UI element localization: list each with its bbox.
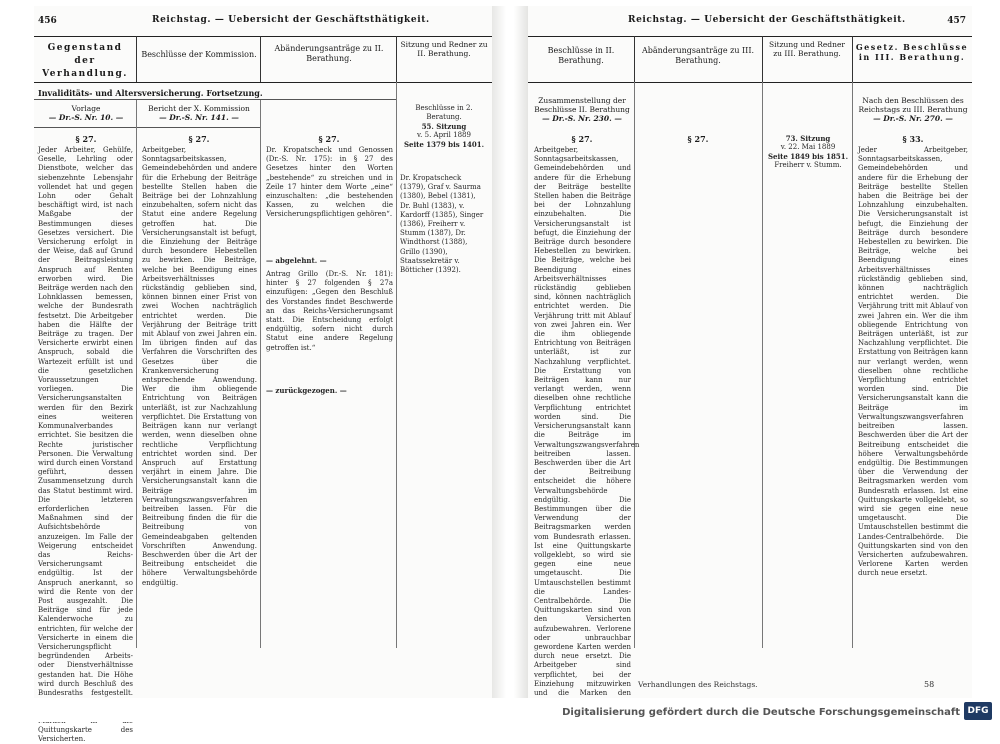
zusammenstellung-head — [532, 96, 632, 123]
sitzung-iii-number: 73. Sitzung — [785, 134, 831, 143]
bericht-head — [140, 104, 258, 122]
left-page — [34, 6, 492, 743]
antraege-paragraph-mark: § 27. — [318, 134, 340, 144]
right-column-divider-1 — [634, 82, 635, 648]
signature-mark: 58 — [924, 680, 935, 689]
gesetz-paragraph-mark: § 33. — [902, 134, 924, 144]
header-gegenstand: Gegenstand der Verhandlung. — [42, 43, 128, 79]
right-page — [528, 6, 972, 698]
right-running-head: Reichstag. — Uebersicht der Geschäftsthätigkeit. — [628, 15, 906, 25]
gesetz-drucksache: — Dr.-S. Nr. 270. — — [873, 114, 953, 123]
right-header-beschluesse: Beschlüsse in II. Berathung. — [547, 46, 615, 65]
sitzung-head: Beschlüsse in 2. Beratung. — [415, 104, 473, 121]
bericht-drucksache: — Dr.-S. Nr. 141. — — [159, 113, 239, 122]
column-divider-2 — [260, 100, 261, 648]
bericht-label: Bericht der X. Kommission — [148, 104, 250, 113]
vorlage-head — [38, 104, 134, 122]
sitzung-iii-redner: Freiherr v. Stumm. — [774, 161, 842, 169]
section-rule — [34, 99, 396, 100]
header-divider-1 — [136, 36, 137, 82]
sitzung-number: 55. Sitzung — [421, 122, 467, 131]
column-divider-1 — [136, 100, 137, 648]
sitzung-iii-date: v. 22. Mai 1889 — [780, 143, 836, 151]
right-header-divider-3 — [852, 36, 853, 82]
subhead-rule — [34, 127, 260, 128]
dfg-credit: Digitalisierung gefördert durch die Deutsche Forschungsgemeinschaft — [562, 707, 960, 718]
vorlage-text: Jeder Arbeiter, Gehülfe, Geselle, Lehrling oder Dienstbote, welcher das siebenzehnte Lebensjahr vollendet hat und gegen Lohn oder Gehalt beschäftigt wird, ist nach Maßgabe der Bestimmungen dieses Gesetzes versichert. Die Versicherung erfolgt in der Weise, daß auf Grund der Beitragsleistung Anspruch auf Renten erworben wird. Die Beiträge werden nach den Lohnklassen bemessen, welche der Bundesrath festsetzt. Die Arbeitgeber haben die Hälfte der Beiträge zu tragen. Der Versicherte erwirbt einen Anspruch, sobald die Wartezeit erfüllt ist und die gesetzlichen Voraussetzungen vorliegen. Die Versicherungsanstalten werden für den Bezirk eines weiteren Kommunalverbandes errichtet. Sie besitzen die Rechte juristischer Personen. Die Verwaltung wird durch einen Vorstand geführt, dessen Zusammensetzung durch das Statut bestimmt wird. Die letzteren erforderlichen Maßnahmen sind der Aufsichtsbehörde anzuzeigen. Im Falle der Weigerung entscheidet das Reichs-Versicherungsamt endgültig. Ist der Anspruch anerkannt, so wird die Rente von der Post ausgezahlt. Die Beiträge sind für jede Kalenderwoche zu entrichten, für welche der Versicherte in einem die Versicherungspflicht begründenden Arbeits- oder Dienstverhältnisse gestanden hat. Die Höhe wird durch Beschluß des Bundesraths festgestellt. Quittungskarte des Versicherten. — [38, 146, 133, 743]
right-header-rule-bottom — [528, 82, 972, 83]
sitzung-date: v. 5. April 1889 — [417, 131, 471, 139]
book-gutter — [492, 6, 528, 698]
right-header-antraege: Abänderungsanträge zu III. Berathung. — [641, 46, 755, 65]
gesetz-head — [856, 96, 970, 123]
header-rule-top — [34, 36, 492, 37]
zusammenstellung-text: Arbeitgeber, Sonntagsarbeitskassen, Gemeindebehörden und andere für die Erhebung der Beiträge bestellte Stellen haben die Beiträge bei der Lohnzahlung einzubehalten. Die Versicherungsanstalt ist befugt, die Einziehung der Beiträge durch besondere Hebestellen zu bewirken. Die Beiträge, welche bei Beendigung eines Arbeitsverhältnisses rückständig geblieben sind, können nachträglich entrichtet werden. Die Verjährung tritt mit Ablauf von zwei Jahren ein. Wer die ihm obliegende Entrichtung von Beiträgen unterläßt, ist zur Nachzahlung verpflichtet. Die Erstattung von Beiträgen kann nur verlangt werden, wenn dieselben ohne rechtliche Verpflichtung entrichtet worden sind. Die Versicherungsanstalt kann die Beiträge im Verwaltungszwangsverfahren beitreiben lassen. Beschwerden über die Art der Beitreibung entscheidet die höhere Verwaltungsbehörde endgültig. Die Bestimmungen über die Verwendung der Beitragsmarken werden vom Bundesrath erlassen. Ist eine Quittungskarte vollgeklebt, so wird sie gegen eine neue umgetauscht. Die Umtauschstellen bestimmt die Landes-Centralbehörde. Die Quittungskarten sind von den Versicherten aufzubewahren. Verlorene oder unbrauchbar gewordene Karten werden durch neue ersetzt. Die Arbeitgeber sind verpflichtet, bei der Einziehung mitzuwirken und die Marken den — [534, 146, 640, 697]
header-kommission: Beschlüsse der Kommission. — [141, 50, 257, 59]
right-column-divider-2 — [762, 82, 763, 648]
page-footer: Verhandlungen des Reichstags. — [638, 680, 758, 689]
left-running-head: Reichstag. — Uebersicht der Geschäftsthätigkeit. — [152, 15, 430, 25]
sitzung-pages: Seite 1379 bis 1401. — [403, 140, 485, 149]
vorlage-label: Vorlage — [71, 104, 101, 113]
right-antraege-paragraph-mark: § 27. — [687, 134, 709, 144]
header-antraege: Abänderungsanträge zu II. Berathung. — [274, 44, 384, 63]
antrag-abgelehnt: — abgelehnt. — — [266, 256, 327, 265]
right-header-divider-2 — [762, 36, 763, 82]
right-page-number: 457 — [947, 16, 966, 26]
antrag-zurueckgezogen: — zurückgezogen. — — [266, 386, 347, 395]
zusammenstellung-drucksache: — Dr.-S. Nr. 230. — — [542, 114, 622, 123]
column-divider-3 — [396, 82, 397, 648]
sitzung-block-iii — [766, 134, 850, 170]
antrag-grillo: Antrag Grillo (Dr.-S. Nr. 181): hinter § 27 folgenden § 27a einzufügen: „Gegen den Beschluß des Vorstandes findet Beschwerde an das Reichs-Versicherungsamt statt. Die Entscheidung erfolgt endgültig, sofern nicht durch Statut eine andere Regelung getroffen ist.“ — [266, 270, 393, 352]
header-divider-2 — [260, 36, 261, 82]
right-header-divider-1 — [634, 36, 635, 82]
header-divider-3 — [396, 36, 397, 82]
zusammenstellung-paragraph-mark: § 27. — [571, 134, 593, 144]
bericht-paragraph-mark: § 27. — [188, 134, 210, 144]
right-header-sitzung: Sitzung und Redner zu III. Berathung. — [769, 40, 845, 58]
sitzung-iii-pages: Seite 1849 bis 1851. — [767, 152, 849, 161]
header-rule-bottom — [34, 82, 492, 83]
antrag-kropatscheck: Dr. Kropatscheck und Genossen (Dr.-S. Nr. 175): in § 27 des Gesetzes hinter den Worten „bestehende“ zu streichen und in Zeile 17 hinter dem Worte „eine“ einzuschalten: „die bestehenden Kassen, zu welchen die Versicherungspflichtigen gehören“. — [266, 146, 393, 219]
gesetz-text: Jeder Arbeitgeber, Sonntagsarbeitskassen, Gemeindebehörden und andere für die Erhebung der Beiträge bestellte Stellen haben die Beiträge bei der Lohnzahlung einzubehalten. Die Versicherungsanstalt ist befugt, die Einziehung der Beiträge durch besondere Hebestellen zu bewirken. Die Beiträge, welche bei Beendigung eines Arbeitsverhältnisses rückständig geblieben sind, können nachträglich entrichtet werden. Die Verjährung tritt mit Ablauf von zwei Jahren ein. Wer die ihm obliegende Entrichtung von Beiträgen unterläßt, ist zur Nachzahlung verpflichtet. Die Erstattung von Beiträgen kann nur verlangt werden, wenn dieselben ohne rechtliche Verpflichtung entrichtet worden sind. Die Versicherungsanstalt kann die Beiträge im Verwaltungszwangsverfahren beitreiben lassen. Beschwerden über die Art der Beitreibung entscheidet die höhere Verwaltungsbehörde endgültig. Die Bestimmungen über die Verwendung der Beitragsmarken werden vom Bundesrath erlassen. Ist eine Quittungskarte vollgeklebt, so wird sie gegen eine neue umgetauscht. Die Umtauschstellen bestimmt die Landes-Centralbehörde. Die Quittungskarten sind von den Versicherten aufzubewahren. Verlorene Karten werden durch neue ersetzt. — [858, 146, 968, 578]
vorlage-paragraph-mark: § 27. — [75, 134, 97, 144]
bericht-text: Arbeitgeber, Sonntagsarbeitskassen, Gemeindebehörden und andere für die Erhebung der Beiträge bestellte Stellen haben die Beiträge bei der Lohnzahlung einzubehalten, sofern nicht das Statut eine andere Regelung getroffen hat. Die Versicherungsanstalt ist befugt, die Einziehung der Beiträge durch besondere Hebestellen zu bewirken. Die Beiträge, welche bei Beendigung eines Arbeitsverhältnisses rückständig geblieben sind, können binnen einer Frist von zwei Wochen nachträglich entrichtet werden. Die Verjährung der Beiträge tritt mit Ablauf von zwei Jahren ein. Im übrigen finden auf das Verfahren die Vorschriften des Gesetzes über die Krankenversicherung entsprechende Anwendung. Wer die ihm obliegende Entrichtung von Beiträgen unterläßt, ist zur Nachzahlung verpflichtet. Die Erstattung von Beiträgen kann nur verlangt werden, wenn dieselben ohne rechtliche Verpflichtung entrichtet worden sind. Der Anspruch auf Erstattung verjährt in einem Jahre. Die Versicherungsanstalt kann die Beiträge im Verwaltungszwangsverfahren beitreiben lassen. Für die Beitreibung finden die für die Beitreibung von Gemeindeabgaben geltenden Vorschriften Anwendung. Beschwerden über die Art der Beitreibung entscheidet die höhere Verwaltungsbehörde endgültig. — [142, 146, 257, 587]
zusammenstellung-label: Zusammenstellung der Beschlüsse II. Berathung — [534, 96, 630, 114]
right-column-divider-3 — [852, 82, 853, 648]
sitzung-block-ii — [400, 104, 488, 149]
header-sitzung: Sitzung und Redner zu II. Berathung. — [400, 40, 488, 58]
left-page-number: 456 — [38, 16, 57, 26]
section-title: Invaliditäts- und Altersversicherung. Fortsetzung. — [38, 88, 263, 98]
right-header-rule-top — [528, 36, 972, 37]
sitzung-redner: Dr. Kropatscheck (1379), Graf v. Saurma (1380), Bebel (1381), Dr. Buhl (1383), v. Kardorff (1385), Singer (1386), Freiherr v. Stumm (1387), Dr. Windthorst (1388), Grillo (1390), Staatssekretär v. Bötticher (1392). — [400, 174, 484, 275]
vorlage-drucksache: — Dr.-S. Nr. 10. — — [48, 113, 124, 122]
dfg-logo-icon: DFG — [964, 702, 992, 720]
right-header-gesetz: Gesetz. Beschlüsse in III. Berathung. — [855, 42, 969, 62]
gesetz-label: Nach den Beschlüssen des Reichstags zu III. Berathung — [858, 96, 968, 114]
